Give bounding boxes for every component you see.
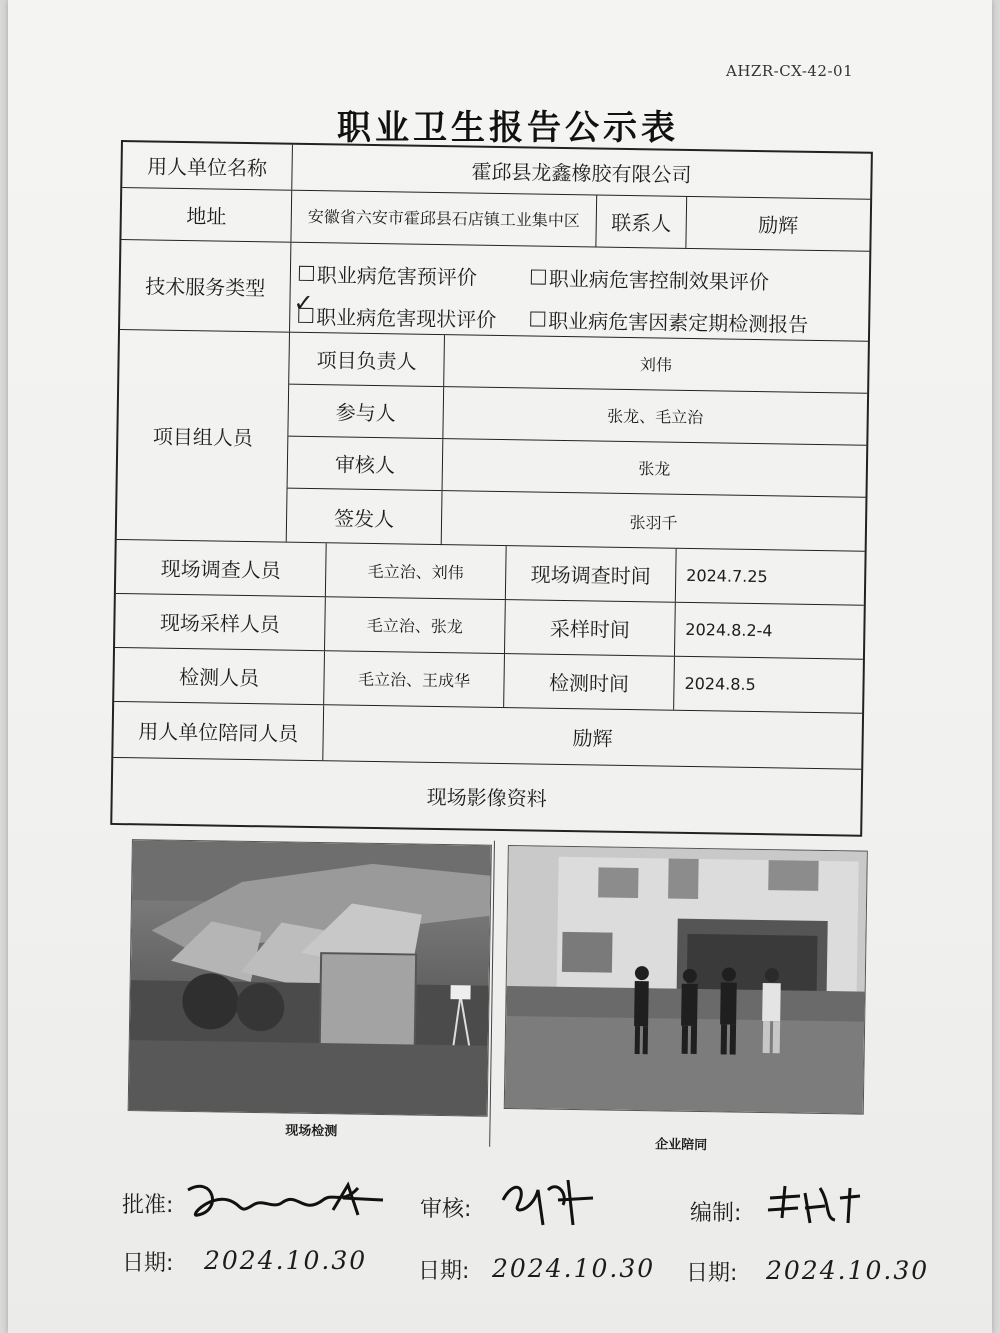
activity-label: 现场调查人员: [116, 540, 327, 596]
employer-label: 用人单位名称: [122, 142, 293, 190]
team-name: 张龙: [638, 459, 671, 479]
approve-signature: [183, 1170, 393, 1230]
team-name: 张龙、毛立治: [607, 406, 704, 428]
report-table: [110, 140, 873, 837]
team-role: 审核人: [288, 437, 444, 490]
activity-time: 2024.8.5: [684, 673, 756, 695]
compile-date-label: 日期:: [686, 1261, 738, 1286]
team-name: 张羽千: [629, 512, 678, 533]
activity-people: 毛立治、王成华: [324, 651, 505, 707]
compile-signature: [760, 1178, 870, 1238]
escort-value: 励辉: [572, 726, 613, 751]
checkbox-icon[interactable]: [530, 311, 545, 326]
team-member-row: [287, 489, 866, 552]
activity-time-label: 现场调查时间: [506, 546, 677, 602]
team-member-row: [288, 385, 867, 446]
images-heading-row: [112, 758, 861, 835]
team-role: 签发人: [287, 489, 443, 545]
team-role: 项目负责人: [289, 333, 445, 386]
team-role: 参与人: [288, 385, 444, 438]
address-value: 安徽省六安市霍邱县石店镇工业集中区: [291, 191, 597, 247]
team-member-row: [288, 437, 867, 498]
activity-label: 现场采样人员: [115, 594, 326, 650]
review-signature: [493, 1170, 603, 1230]
team-row: [117, 330, 868, 552]
compile-date: 2024.10.30: [766, 1256, 930, 1285]
activity-time: 2024.7.25: [686, 565, 768, 587]
activity-time: 2024.8.2-4: [685, 619, 773, 641]
review-label: 审核:: [420, 1197, 472, 1222]
site-testing-photo: [128, 839, 492, 1117]
team-table: [287, 333, 868, 551]
photo-area: [121, 835, 896, 1153]
activity-label: 检测人员: [114, 648, 325, 704]
contact-value: 励辉: [758, 213, 799, 238]
option-periodic-testing[interactable]: 职业病危害因素定期检测报告: [530, 304, 808, 337]
approve-date-label: 日期:: [122, 1251, 174, 1276]
review-date: 2024.10.30: [492, 1254, 656, 1283]
compile-label: 编制:: [690, 1201, 742, 1226]
contact-label: 联系人: [596, 195, 687, 247]
team-label: 项目组人员: [117, 330, 290, 542]
team-name: 刘伟: [639, 355, 673, 375]
activity-people: 毛立治、张龙: [325, 597, 506, 653]
right-photo-caption: 企业陪同: [655, 1137, 708, 1154]
checkmark-icon: ✓: [293, 288, 314, 318]
option-status-evaluation[interactable]: ✓ 职业病危害现状评价: [293, 288, 497, 332]
service-label: 技术服务类型: [120, 240, 291, 332]
team-member-row: [289, 333, 868, 394]
activity-people: 毛立治、刘伟: [326, 543, 507, 599]
activity-time-label: 检测时间: [504, 654, 675, 710]
images-heading: 现场影像资料: [426, 784, 547, 811]
option-pre-evaluation[interactable]: 职业病危害预评价: [299, 259, 477, 291]
option-control-evaluation[interactable]: 职业病危害控制效果评价: [531, 262, 769, 295]
document-code: AHZR-CX-42-01: [726, 62, 854, 80]
service-row: [120, 240, 869, 342]
escort-label: 用人单位陪同人员: [113, 702, 324, 760]
checkbox-icon[interactable]: [299, 266, 314, 281]
approve-label: 批准:: [122, 1193, 174, 1218]
left-photo-caption: 现场检测: [285, 1123, 338, 1140]
checked-checkbox-icon[interactable]: [293, 288, 314, 323]
address-label: 地址: [121, 188, 292, 242]
report-sheet: [8, 0, 992, 1333]
page-title: 职业卫生报告公示表: [337, 108, 679, 148]
company-escort-photo: [504, 845, 868, 1115]
approve-date: 2024.10.30: [204, 1246, 368, 1275]
checkbox-icon[interactable]: [531, 269, 546, 284]
employer-value: 霍邱县龙鑫橡胶有限公司: [471, 159, 692, 187]
review-date-label: 日期:: [418, 1259, 470, 1284]
activity-time-label: 采样时间: [505, 600, 676, 656]
